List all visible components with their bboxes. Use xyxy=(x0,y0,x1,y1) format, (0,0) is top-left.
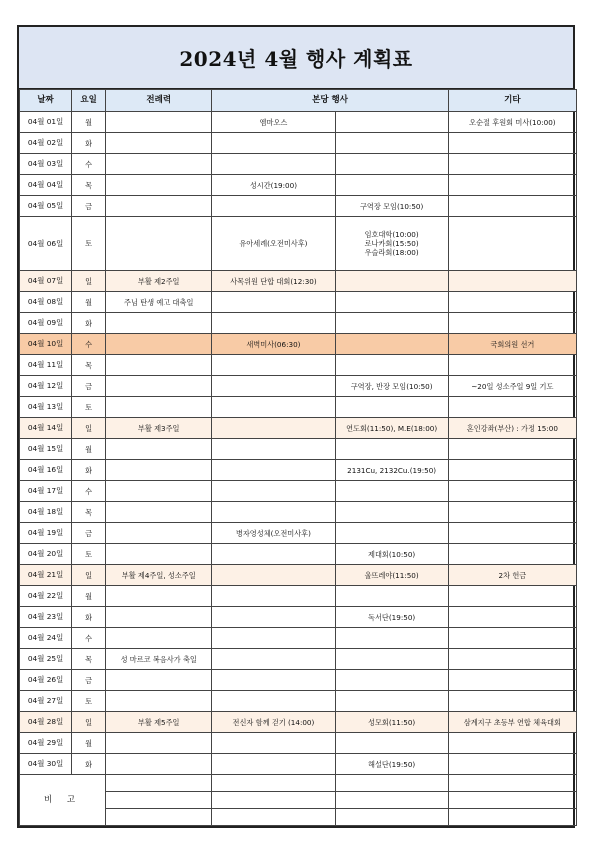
cell-other xyxy=(448,628,576,649)
cell-event-group xyxy=(335,712,448,733)
table-row xyxy=(20,418,577,439)
group-event-line: 독서단(19:50) xyxy=(368,612,416,622)
table-row xyxy=(20,754,577,775)
cell-day: 화 xyxy=(72,607,106,628)
cell-event-main: 성시간(19:00) xyxy=(212,175,335,196)
cell-liturgy xyxy=(106,334,212,355)
cell-other: 오순절 후원회 미사(10:00) xyxy=(448,112,576,133)
note-cell xyxy=(212,775,335,792)
cell-event-group xyxy=(335,271,448,292)
cell-event-main xyxy=(212,607,335,628)
cell-liturgy xyxy=(106,586,212,607)
cell-other xyxy=(448,502,576,523)
cell-day: 금 xyxy=(72,670,106,691)
cell-day: 수 xyxy=(72,628,106,649)
cell-other xyxy=(448,607,576,628)
cell-other xyxy=(448,460,576,481)
cell-day: 토 xyxy=(72,691,106,712)
cell-event-main: 엠마오스 xyxy=(212,112,335,133)
cell-liturgy xyxy=(106,154,212,175)
cell-other xyxy=(448,154,576,175)
cell-event-group xyxy=(335,754,448,775)
cell-other xyxy=(448,649,576,670)
cell-event-main xyxy=(212,502,335,523)
cell-date: 04월 11일 xyxy=(20,355,72,376)
cell-event-main xyxy=(212,196,335,217)
cell-day: 목 xyxy=(72,502,106,523)
table-row xyxy=(20,607,577,628)
cell-date: 04월 02일 xyxy=(20,133,72,154)
cell-other xyxy=(448,523,576,544)
cell-event-group xyxy=(335,628,448,649)
cell-liturgy xyxy=(106,217,212,271)
cell-event-group xyxy=(335,418,448,439)
table-row xyxy=(20,196,577,217)
group-event-line: 성모회(11:50) xyxy=(368,717,416,727)
cell-event-group xyxy=(335,544,448,565)
cell-other xyxy=(448,292,576,313)
cell-day: 일 xyxy=(72,565,106,586)
cell-other: 혼인강좌(부산) : 가정 15:00 xyxy=(448,418,576,439)
table-row xyxy=(20,313,577,334)
table-row xyxy=(20,628,577,649)
cell-event-main: 전신자 함께 걷기 (14:00) xyxy=(212,712,335,733)
cell-other xyxy=(448,481,576,502)
cell-event-main xyxy=(212,460,335,481)
table-row xyxy=(20,376,577,397)
schedule-body xyxy=(20,112,577,826)
cell-other xyxy=(448,271,576,292)
group-event-line: 해설단(19:50) xyxy=(368,759,416,769)
cell-date: 04월 28일 xyxy=(20,712,72,733)
page-title: 2024년 4월 행사 계획표 xyxy=(179,47,413,71)
table-row xyxy=(20,712,577,733)
cell-date: 04월 06일 xyxy=(20,217,72,271)
cell-day: 월 xyxy=(72,733,106,754)
cell-event-main xyxy=(212,586,335,607)
cell-date: 04월 15일 xyxy=(20,439,72,460)
table-row xyxy=(20,133,577,154)
cell-date: 04월 09일 xyxy=(20,313,72,334)
cell-event-main xyxy=(212,439,335,460)
cell-date: 04월 20일 xyxy=(20,544,72,565)
cell-event-group xyxy=(335,523,448,544)
group-event-line: 로나카회(15:50) xyxy=(364,239,419,248)
cell-liturgy xyxy=(106,460,212,481)
table-row xyxy=(20,733,577,754)
cell-liturgy xyxy=(106,628,212,649)
group-event-line: 구역장, 반장 모임(10:50) xyxy=(350,381,433,391)
cell-event-main xyxy=(212,397,335,418)
cell-day: 토 xyxy=(72,397,106,418)
cell-liturgy xyxy=(106,733,212,754)
table-row xyxy=(20,544,577,565)
cell-liturgy xyxy=(106,355,212,376)
table-row xyxy=(20,217,577,271)
table-row xyxy=(20,502,577,523)
cell-other xyxy=(448,586,576,607)
group-event-line: 임호대학(10:00) xyxy=(364,230,419,239)
cell-event-main xyxy=(212,376,335,397)
cell-date: 04월 25일 xyxy=(20,649,72,670)
cell-day: 일 xyxy=(72,712,106,733)
table-row xyxy=(20,523,577,544)
cell-day: 수 xyxy=(72,334,106,355)
table-row xyxy=(20,565,577,586)
header-main-event: 본당 행사 xyxy=(212,90,448,112)
cell-date: 04월 30일 xyxy=(20,754,72,775)
cell-date: 04월 27일 xyxy=(20,691,72,712)
cell-event-group xyxy=(335,334,448,355)
cell-liturgy xyxy=(106,691,212,712)
cell-liturgy xyxy=(106,502,212,523)
cell-event-main xyxy=(212,313,335,334)
header-liturgy: 전례력 xyxy=(106,90,212,112)
cell-event-group xyxy=(335,565,448,586)
cell-liturgy: 부활 제2주일 xyxy=(106,271,212,292)
cell-day: 토 xyxy=(72,217,106,271)
cell-liturgy xyxy=(106,607,212,628)
table-row xyxy=(20,292,577,313)
cell-other xyxy=(448,754,576,775)
cell-event-main xyxy=(212,670,335,691)
cell-day: 월 xyxy=(72,292,106,313)
cell-date: 04월 01일 xyxy=(20,112,72,133)
cell-event-group xyxy=(335,649,448,670)
cell-date: 04월 10일 xyxy=(20,334,72,355)
cell-event-main xyxy=(212,133,335,154)
cell-other xyxy=(448,217,576,271)
header-other: 기타 xyxy=(448,90,576,112)
cell-event-group xyxy=(335,355,448,376)
cell-event-main xyxy=(212,154,335,175)
table-row xyxy=(20,112,577,133)
cell-event-main xyxy=(212,418,335,439)
group-event-line: 구역장 모임(10:50) xyxy=(359,201,424,211)
cell-liturgy: 부활 제5주일 xyxy=(106,712,212,733)
note-label: 비 고 xyxy=(20,775,106,826)
title-banner xyxy=(17,25,575,89)
cell-date: 04월 12일 xyxy=(20,376,72,397)
group-event-line: 제대회(10:50) xyxy=(368,549,416,559)
cell-liturgy xyxy=(106,523,212,544)
cell-other xyxy=(448,175,576,196)
cell-date: 04월 18일 xyxy=(20,502,72,523)
cell-event-group xyxy=(335,292,448,313)
cell-other xyxy=(448,733,576,754)
cell-liturgy xyxy=(106,112,212,133)
table-header-row xyxy=(20,90,577,112)
cell-liturgy: 부활 제3주일 xyxy=(106,418,212,439)
cell-day: 화 xyxy=(72,460,106,481)
cell-other xyxy=(448,691,576,712)
note-cell xyxy=(335,792,448,809)
cell-day: 금 xyxy=(72,376,106,397)
note-cell xyxy=(335,809,448,826)
cell-event-group xyxy=(335,313,448,334)
note-cell xyxy=(448,809,576,826)
cell-day: 토 xyxy=(72,544,106,565)
cell-day: 금 xyxy=(72,523,106,544)
cell-date: 04월 26일 xyxy=(20,670,72,691)
cell-date: 04월 22일 xyxy=(20,586,72,607)
cell-event-group xyxy=(335,586,448,607)
table-row xyxy=(20,439,577,460)
table-row xyxy=(20,154,577,175)
note-cell xyxy=(448,775,576,792)
cell-liturgy: 부활 제4주일, 성소주일 xyxy=(106,565,212,586)
cell-event-main xyxy=(212,565,335,586)
cell-other xyxy=(448,196,576,217)
cell-liturgy xyxy=(106,133,212,154)
cell-liturgy: 성 마르코 복음사가 축일 xyxy=(106,649,212,670)
header-day: 요일 xyxy=(72,90,106,112)
cell-other: 국회의원 선거 xyxy=(448,334,576,355)
cell-day: 화 xyxy=(72,754,106,775)
cell-event-group xyxy=(335,460,448,481)
cell-other xyxy=(448,313,576,334)
cell-date: 04월 24일 xyxy=(20,628,72,649)
note-cell xyxy=(448,792,576,809)
cell-day: 목 xyxy=(72,175,106,196)
header-date: 날짜 xyxy=(20,90,72,112)
table-row xyxy=(20,649,577,670)
cell-date: 04월 14일 xyxy=(20,418,72,439)
table-row xyxy=(20,355,577,376)
cell-liturgy xyxy=(106,544,212,565)
cell-event-main xyxy=(212,733,335,754)
cell-other xyxy=(448,439,576,460)
cell-date: 04월 23일 xyxy=(20,607,72,628)
cell-date: 04월 07일 xyxy=(20,271,72,292)
cell-liturgy xyxy=(106,481,212,502)
table-row xyxy=(20,460,577,481)
cell-event-group xyxy=(335,481,448,502)
table-row xyxy=(20,481,577,502)
note-cell xyxy=(212,809,335,826)
cell-event-main xyxy=(212,544,335,565)
cell-event-main xyxy=(212,754,335,775)
cell-day: 목 xyxy=(72,355,106,376)
cell-day: 목 xyxy=(72,649,106,670)
table-row xyxy=(20,670,577,691)
cell-day: 화 xyxy=(72,133,106,154)
cell-liturgy: 주님 탄생 예고 대축일 xyxy=(106,292,212,313)
cell-other xyxy=(448,397,576,418)
cell-other: 2차 헌금 xyxy=(448,565,576,586)
cell-event-group xyxy=(335,439,448,460)
cell-other xyxy=(448,670,576,691)
table-row xyxy=(20,271,577,292)
cell-day: 화 xyxy=(72,313,106,334)
cell-date: 04월 13일 xyxy=(20,397,72,418)
schedule-table xyxy=(19,89,577,826)
cell-other xyxy=(448,544,576,565)
cell-event-main xyxy=(212,649,335,670)
table-row xyxy=(20,175,577,196)
cell-day: 수 xyxy=(72,481,106,502)
cell-date: 04월 04일 xyxy=(20,175,72,196)
note-cell xyxy=(106,792,212,809)
cell-date: 04월 16일 xyxy=(20,460,72,481)
cell-day: 월 xyxy=(72,112,106,133)
cell-event-group xyxy=(335,154,448,175)
cell-event-group xyxy=(335,133,448,154)
cell-event-main: 병자영성체(오전미사후) xyxy=(212,523,335,544)
cell-event-group xyxy=(335,607,448,628)
cell-event-group xyxy=(335,733,448,754)
cell-event-main: 유아세례(오전미사후) xyxy=(212,217,335,271)
cell-event-group xyxy=(335,397,448,418)
cell-liturgy xyxy=(106,376,212,397)
cell-liturgy xyxy=(106,397,212,418)
cell-day: 금 xyxy=(72,196,106,217)
table-row xyxy=(20,334,577,355)
cell-day: 일 xyxy=(72,418,106,439)
cell-liturgy xyxy=(106,670,212,691)
cell-date: 04월 19일 xyxy=(20,523,72,544)
cell-event-group xyxy=(335,670,448,691)
cell-other: 삼계지구 초등부 연합 체육대회 xyxy=(448,712,576,733)
table-row xyxy=(20,397,577,418)
cell-event-main xyxy=(212,628,335,649)
note-cell xyxy=(106,809,212,826)
group-event-line: 우슬라회(18:00) xyxy=(364,248,419,257)
cell-day: 수 xyxy=(72,154,106,175)
cell-liturgy xyxy=(106,196,212,217)
note-cell xyxy=(212,792,335,809)
cell-day: 월 xyxy=(72,586,106,607)
cell-event-group xyxy=(335,175,448,196)
table-row xyxy=(20,586,577,607)
schedule-sheet xyxy=(17,25,575,828)
cell-liturgy xyxy=(106,439,212,460)
cell-event-main xyxy=(212,691,335,712)
note-cell xyxy=(106,775,212,792)
cell-event-main: 사목위원 단합 대회(12:30) xyxy=(212,271,335,292)
cell-other xyxy=(448,133,576,154)
cell-date: 04월 17일 xyxy=(20,481,72,502)
cell-liturgy xyxy=(106,313,212,334)
note-row xyxy=(20,775,577,792)
cell-date: 04월 08일 xyxy=(20,292,72,313)
cell-date: 04월 05일 xyxy=(20,196,72,217)
cell-date: 04월 21일 xyxy=(20,565,72,586)
cell-liturgy xyxy=(106,175,212,196)
schedule-table-frame xyxy=(17,89,575,828)
cell-date: 04월 29일 xyxy=(20,733,72,754)
cell-event-main: 새벽미사(06:30) xyxy=(212,334,335,355)
cell-event-group xyxy=(335,217,448,271)
cell-event-main xyxy=(212,355,335,376)
cell-other: ~20일 성소주일 9일 기도 xyxy=(448,376,576,397)
table-row xyxy=(20,691,577,712)
group-event-line: 울뜨레야(11:50) xyxy=(364,570,419,580)
group-event-line: 연도회(11:50), M.E(18:00) xyxy=(346,423,438,433)
cell-day: 일 xyxy=(72,271,106,292)
cell-event-group xyxy=(335,112,448,133)
cell-event-main xyxy=(212,481,335,502)
cell-event-main xyxy=(212,292,335,313)
cell-date: 04월 03일 xyxy=(20,154,72,175)
cell-event-group xyxy=(335,502,448,523)
cell-event-group xyxy=(335,196,448,217)
cell-event-group xyxy=(335,691,448,712)
cell-day: 월 xyxy=(72,439,106,460)
cell-other xyxy=(448,355,576,376)
group-event-line: 2131Cu, 2132Cu.(19:50) xyxy=(347,465,437,475)
cell-event-group xyxy=(335,376,448,397)
note-cell xyxy=(335,775,448,792)
cell-liturgy xyxy=(106,754,212,775)
